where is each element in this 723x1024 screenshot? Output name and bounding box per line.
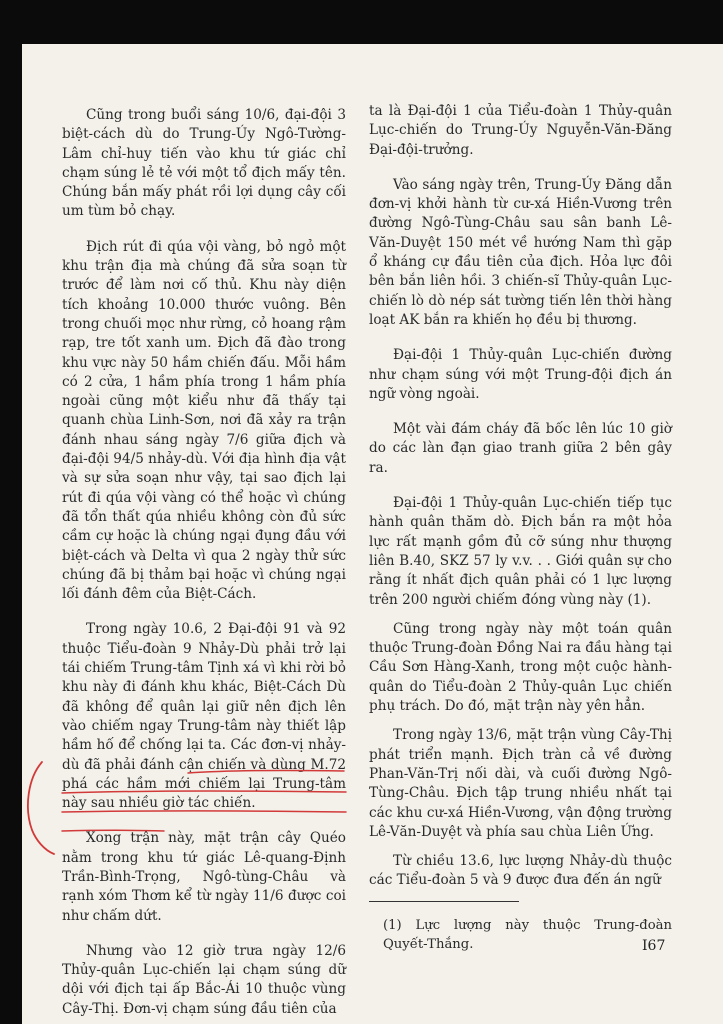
annotated-paragraph: Xong trận này, mặt trận cây Quéo nằm trong khu tứ giác Lê-quang-Định Trần-Bình-Trọng, Ngô-tùng-Châu và rạnh xóm Thơm kể từ ngày 11/6 được coi như chấm dứt. bbox=[62, 830, 346, 924]
paragraph: Nhưng vào 12 giờ trưa ngày 12/6 Thủy-quân Lục-chiến lại chạm súng dữ dội với địch tại ấp Bắc-Ái 10 thuộc vùng Cây-Thị. Đơn-vị chạm súng đầu tiên của bbox=[62, 942, 346, 1017]
book-page bbox=[22, 44, 723, 1024]
footnote-divider bbox=[369, 901, 519, 902]
paragraph: Địch rút đi qúa vội vàng, bỏ ngỏ một khu trận địa mà chúng đã sửa soạn từ trước để làm nơi cố thủ. Khu này diện tích khoảng 10.000 thước vuông. Bên trong chuối mọc như rừng, cỏ hoang rậm rạp, tre tốt xanh um. Địch đã đào trong khu vực này 50 hầm chiến đấu. Mỗi hầm có 2 cửa, 1 hầm phía trong 1 hầm phía ngoài cũng một kiểu như đã thấy tại quanh chùa Linh-Sơn, nơi đã xảy ra trận đánh nhau sáng ngày 7/6 giữa địch và đại-đội 94/5 nhảy-dù. Với địa hình địa vật và sự sửa soạn như vậy, tại sao địch lại rút đi qúa vội vàng có thể hoặc vì chúng đã tổn thất qúa nhiều không còn đủ sức cầm cự hoặc là chúng ngại đụng đầu với biệt-cách và Delta vì qua 2 ngày thử sức chúng đã bị thảm bại hoặc vì chúng ngại lối đánh đêm của Biệt-Cách. bbox=[62, 238, 346, 603]
right-column bbox=[369, 102, 672, 970]
paragraph: Cũng trong ngày này một toán quân thuộc Trung-đoàn Đồng Nai ra đầu hàng tại Cầu Sơn Hàng-Xanh, trong một cuộc hành-quân do Tiểu-đoàn 2 Thủy-quân Lục chiến phụ trách. Do đó, mặt trận này yên hẳn. bbox=[369, 620, 672, 715]
left-column bbox=[62, 106, 346, 1024]
paragraph: Trong ngày 10.6, 2 Đại-đội 91 và 92 thuộc Tiểu-đoàn 9 Nhảy-Dù phải trở lại tái chiếm Trung-tâm Tịnh xá vì khi rời bỏ khu này đi đánh khu khác, Biệt-Cách Dù đã không để quân lại giữ nên địch lên vào chiếm ngay Trung-tâm này thiết lập hầm hố để chống lại ta. Các đơn-vị nhảy-dù đã phải đánh cận chiến và dùng M.72 phá các hầm mới chiếm lại Trung-tâm này sau nhiều giờ tác chiến. bbox=[62, 621, 346, 812]
paragraph: Vào sáng ngày trên, Trung-Úy Đăng dẫn đơn-vị khởi hành từ cư-xá Hiền-Vương trên đường Ngô-Tùng-Châu sau sân banh Lê-Văn-Duyệt 150 mét về hướng Nam thì gặp ổ kháng cự đầu tiên của địch. Hỏa lực đôi bên bắn liên hồi. 3 chiến-sĩ Thủy-quân Lục-chiến lò dò nép sát tường tiến lên thời hàng loạt AK bắn ra khiến họ đều bị thương. bbox=[369, 176, 672, 328]
paragraph: Đại-đội 1 Thủy-quân Lục-chiến đường như chạm súng với một Trung-đội địch án ngữ vòng ngoài. bbox=[369, 347, 672, 402]
paragraph: Đại-đội 1 Thủy-quân Lục-chiến tiếp tục hành quân thăm dò. Địch bắn ra một hỏa lực rất mạnh gồm đủ cỡ súng như thượng liên B.40, SKZ 57 ly v.v. . . Giới quân sự cho rằng ít nhất địch quân phải có 1 lực lượng trên 200 người chiếm đóng vùng này (1). bbox=[369, 495, 672, 608]
paragraph: Một vài đám cháy đã bốc lên lúc 10 giờ do các làn đạn giao tranh giữa 2 bên gây ra. bbox=[369, 421, 672, 476]
page-number: I67 bbox=[642, 938, 666, 954]
paragraph: Cũng trong buổi sáng 10/6, đại-đội 3 biệt-cách dù do Trung-Úy Ngô-Tường-Lâm chỉ-huy tiến vào khu tứ giác chỉ chạm súng lẻ tẻ với một tổ địch mấy tên. Chúng bắn mấy phát rồi lợi dụng cây cối um tùm bỏ chạy. bbox=[62, 107, 346, 220]
footnote: (1) Lực lượng này thuộc Trung-đoàn Quyết-Thắng. bbox=[383, 917, 672, 952]
paragraph: ta là Đại-đội 1 của Tiểu-đoàn 1 Thủy-quân Lục-chiến do Trung-Úy Nguyễn-Văn-Đăng Đại-đội-trưởng. bbox=[369, 103, 672, 158]
margin-bracket-mark bbox=[28, 762, 54, 854]
paragraph: Từ chiều 13.6, lực lượng Nhảy-dù thuộc các Tiểu-đoàn 5 và 9 được đưa đến án ngữ bbox=[369, 853, 672, 889]
paragraph: Trong ngày 13/6, mặt trận vùng Cây-Thị phát triển mạnh. Địch tràn cả về đường Phan-Văn-Trị nối dài, và cuối đường Ngô-Tùng-Châu. Địch tập trung nhiều nhất tại các khu cư-xá Hiền-Vương, vận động trường Lê-Văn-Duyệt và phía sau chùa Liên Ứng. bbox=[369, 727, 672, 840]
